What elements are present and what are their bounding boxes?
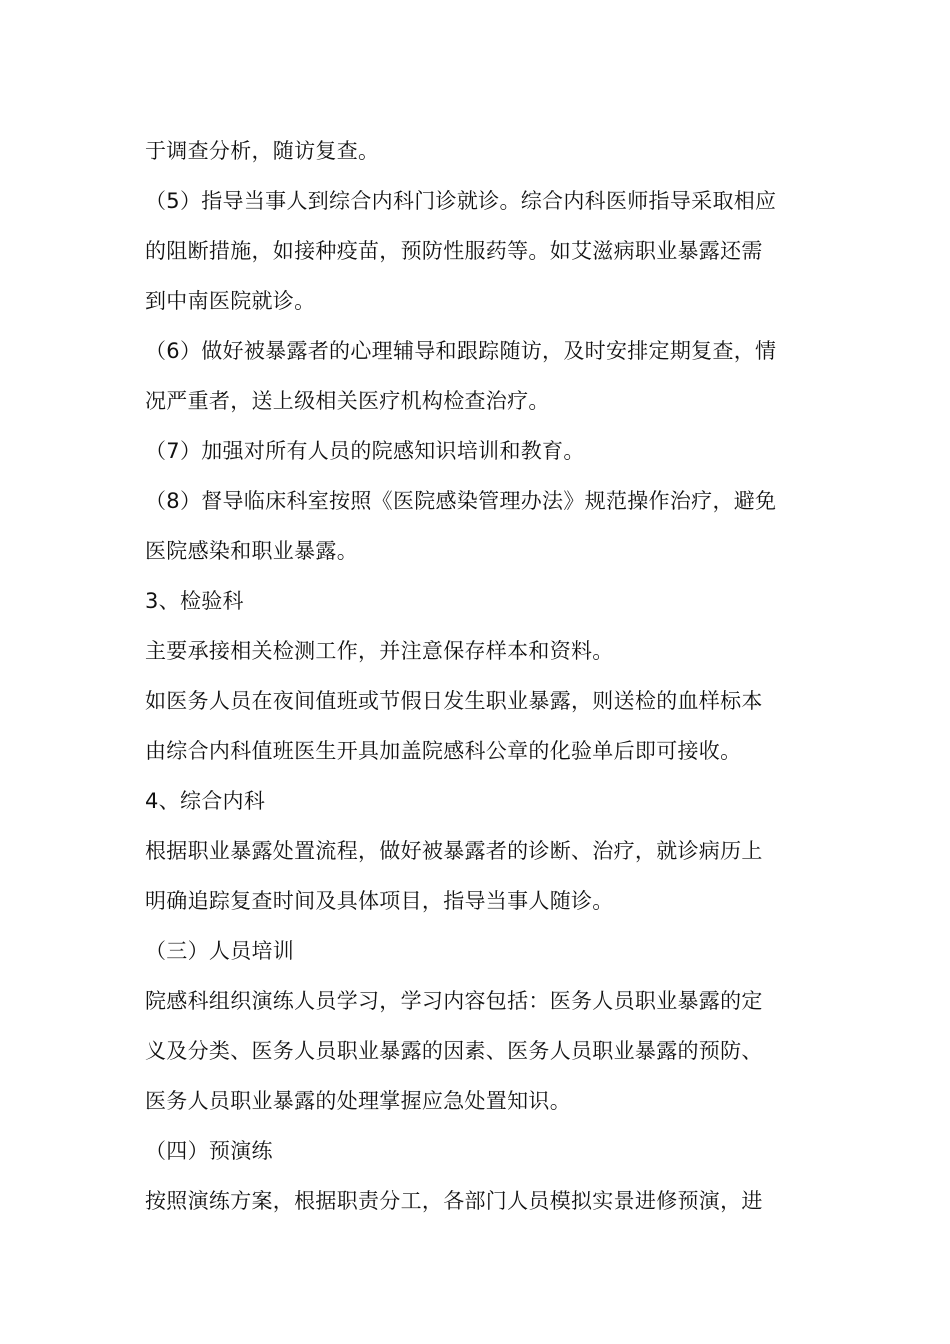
text-line: 根据职业暴露处置流程，做好被暴露者的诊断、治疗，就诊病历上	[145, 839, 763, 863]
text-line: （6）做好被暴露者的心理辅导和跟踪随访，及时安排定期复查，情	[145, 339, 777, 363]
text-line: 院感科组织演练人员学习，学习内容包括：医务人员职业暴露的定	[145, 989, 763, 1013]
text-line: （8）督导临床科室按照《医院感染管理办法》规范操作治疗，避免	[145, 489, 777, 513]
document-body	[145, 126, 815, 1226]
text-line: 到中南医院就诊。	[145, 289, 316, 313]
text-line: 况严重者，送上级相关医疗机构检查治疗。	[145, 389, 550, 413]
text-line: 按照演练方案，根据职责分工，各部门人员模拟实景进修预演，进	[145, 1189, 763, 1213]
section-heading: 3、检验科	[145, 589, 244, 613]
section-heading: （三）人员培训	[145, 939, 295, 963]
section-heading: 4、综合内科	[145, 789, 266, 813]
text-line: 明确追踪复查时间及具体项目，指导当事人随诊。	[145, 889, 614, 913]
text-line: 义及分类、医务人员职业暴露的因素、医务人员职业暴露的预防、	[145, 1039, 763, 1063]
text-line: 医院感染和职业暴露。	[145, 539, 358, 563]
text-line: 于调查分析，随访复查。	[145, 139, 380, 163]
text-line: 的阻断措施，如接种疫苗，预防性服药等。如艾滋病职业暴露还需	[145, 239, 763, 263]
text-line: 医务人员职业暴露的处理掌握应急处置知识。	[145, 1089, 571, 1113]
text-line: 主要承接相关检测工作，并注意保存样本和资料。	[145, 639, 614, 663]
text-line: 由综合内科值班医生开具加盖院感科公章的化验单后即可接收。	[145, 739, 742, 763]
text-line: （7）加强对所有人员的院感知识培训和教育。	[145, 439, 585, 463]
text-line: （5）指导当事人到综合内科门诊就诊。综合内科医师指导采取相应	[145, 189, 777, 213]
text-line: 如医务人员在夜间值班或节假日发生职业暴露，则送检的血样标本	[145, 689, 763, 713]
section-heading: （四）预演练	[145, 1139, 273, 1163]
